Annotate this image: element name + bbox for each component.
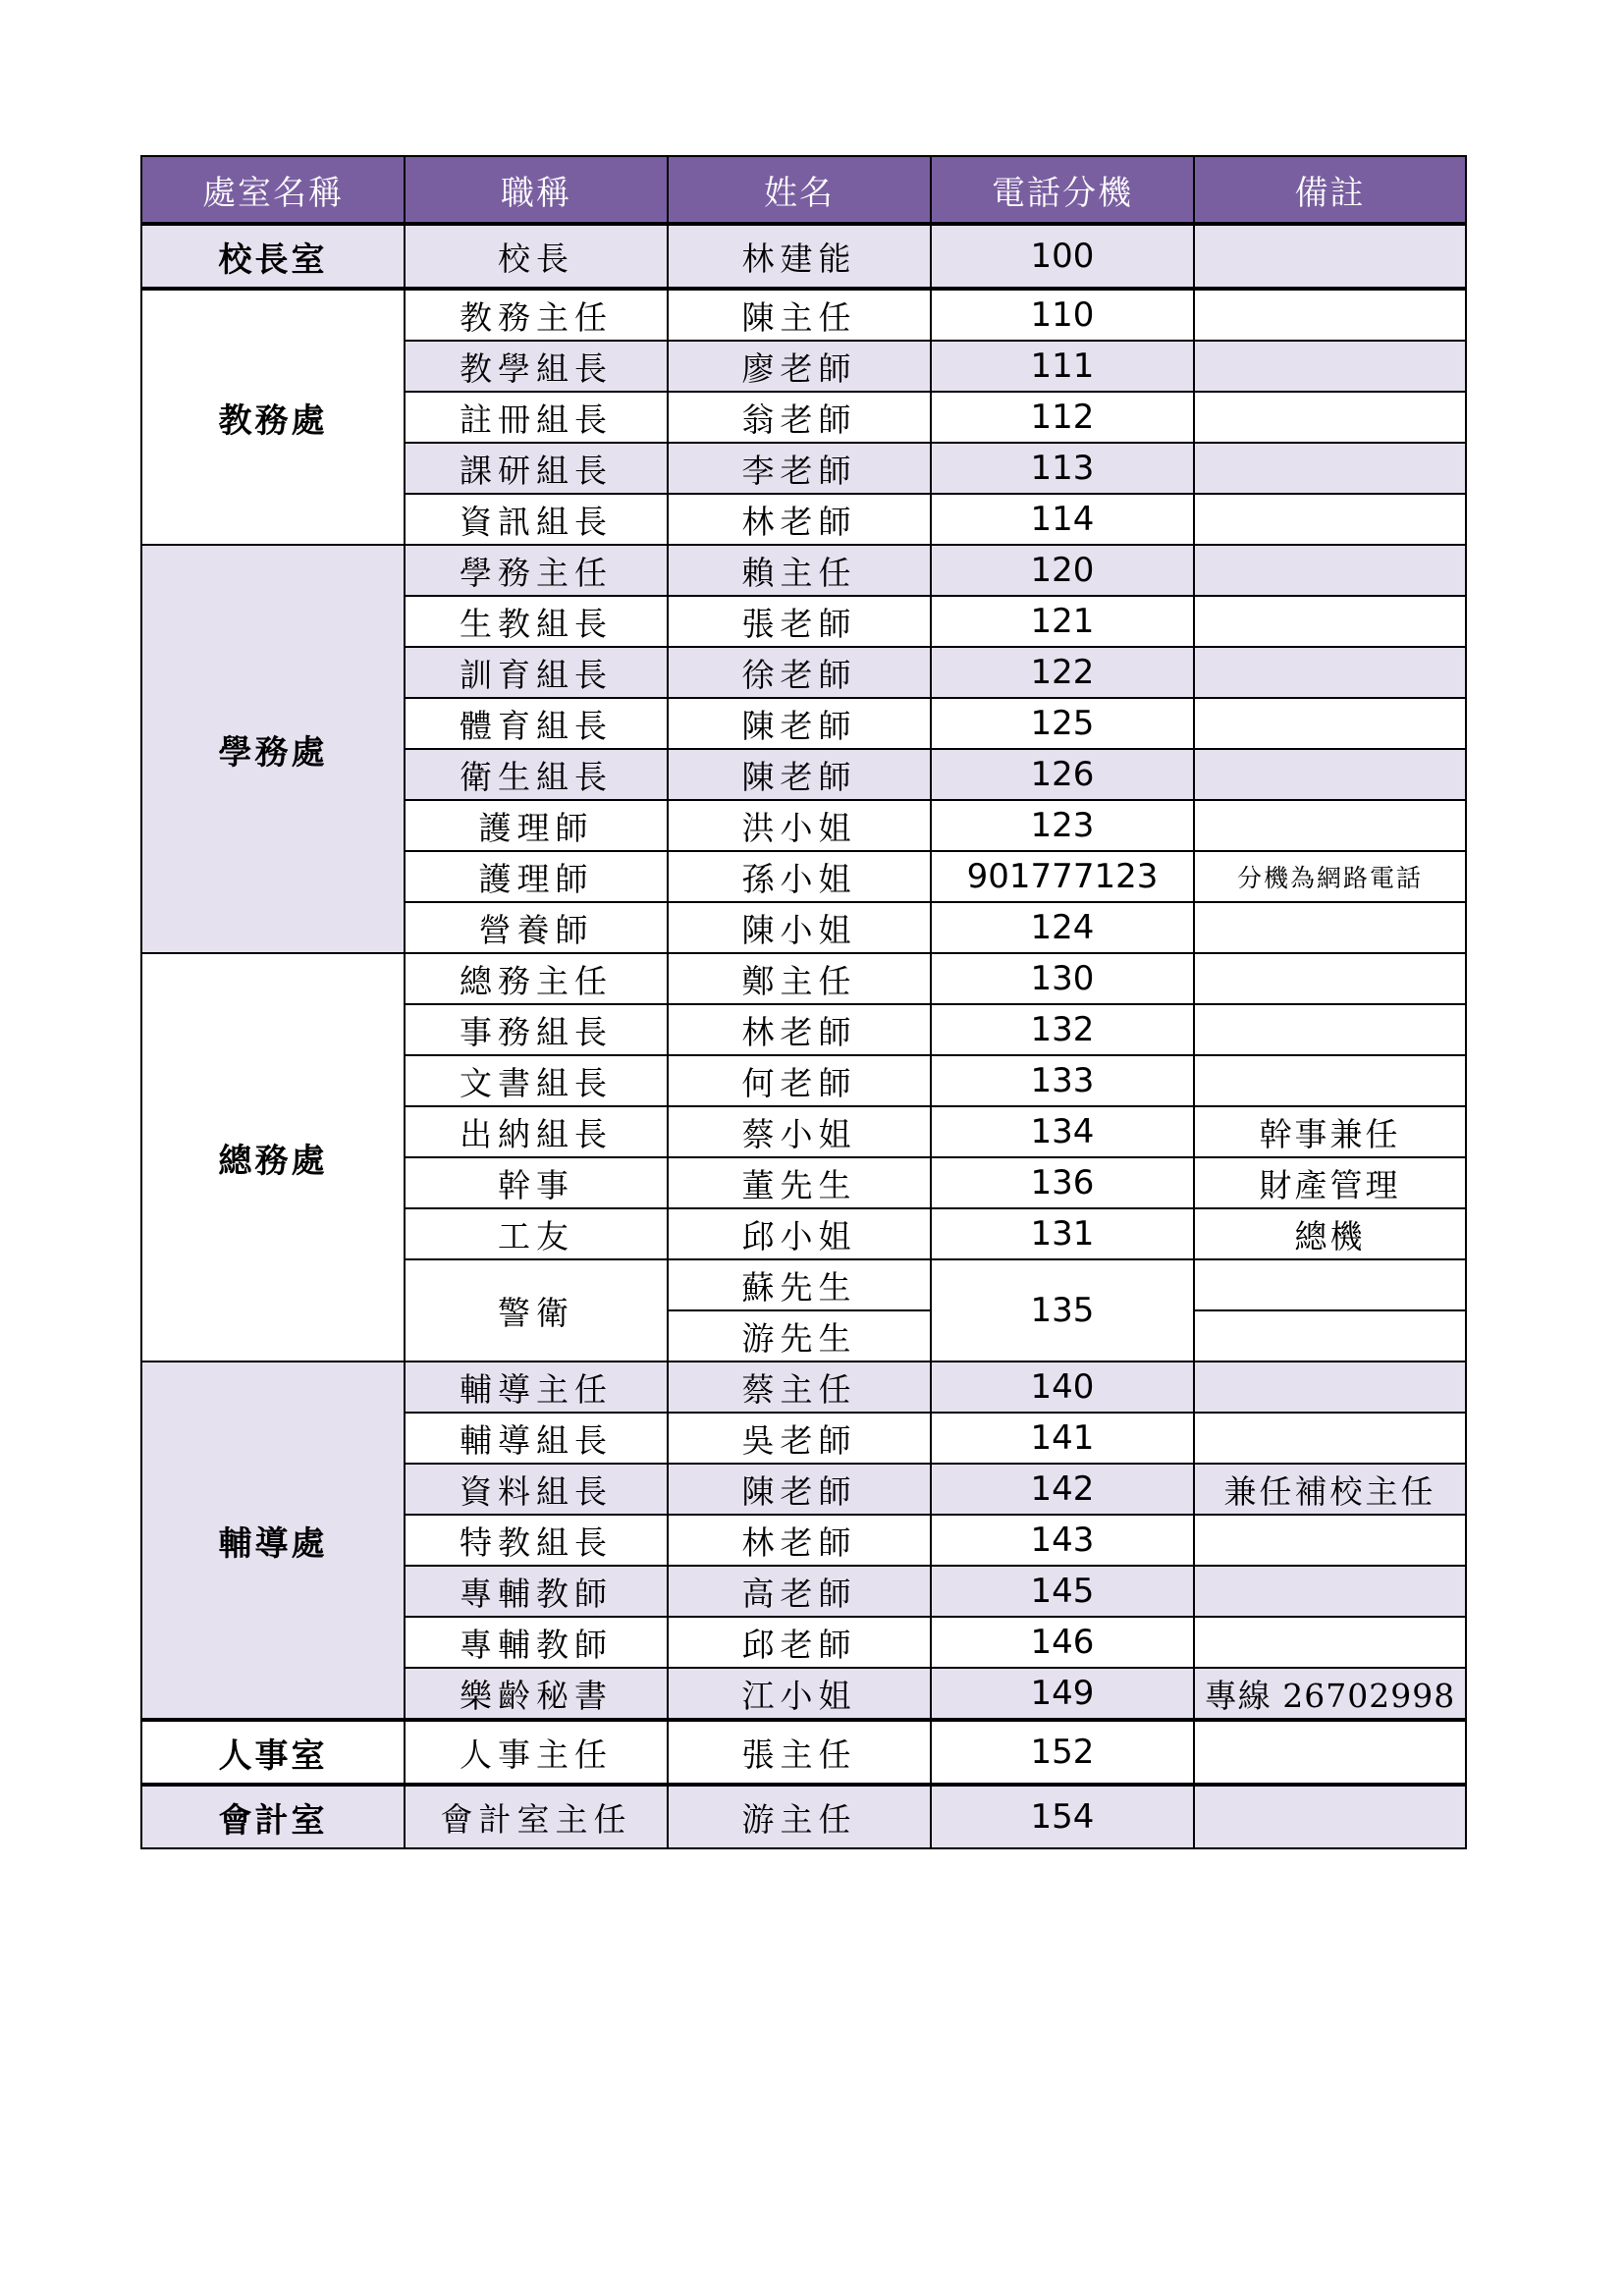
name-cell: 張老師 bbox=[668, 596, 931, 647]
header-name: 姓名 bbox=[668, 156, 931, 224]
name-cell: 賴主任 bbox=[668, 545, 931, 596]
title-cell: 警衛 bbox=[405, 1259, 668, 1362]
title-cell: 人事主任 bbox=[405, 1720, 668, 1785]
title-cell: 護理師 bbox=[405, 851, 668, 902]
department-cell: 人事室 bbox=[141, 1720, 405, 1785]
name-cell: 蘇先生 bbox=[668, 1259, 931, 1310]
name-cell: 林老師 bbox=[668, 494, 931, 545]
extension-cell: 154 bbox=[931, 1785, 1194, 1848]
extension-cell: 131 bbox=[931, 1208, 1194, 1259]
extension-cell: 120 bbox=[931, 545, 1194, 596]
note-cell bbox=[1194, 698, 1466, 749]
extension-cell: 145 bbox=[931, 1566, 1194, 1617]
name-cell: 林老師 bbox=[668, 1515, 931, 1566]
extension-cell: 126 bbox=[931, 749, 1194, 800]
note-cell bbox=[1194, 224, 1466, 289]
note-cell bbox=[1194, 1310, 1466, 1362]
title-cell: 工友 bbox=[405, 1208, 668, 1259]
name-cell: 翁老師 bbox=[668, 392, 931, 443]
note-cell: 專線 26702998 bbox=[1194, 1668, 1466, 1720]
title-cell: 資料組長 bbox=[405, 1464, 668, 1515]
name-cell: 廖老師 bbox=[668, 341, 931, 392]
extension-cell: 135 bbox=[931, 1259, 1194, 1362]
name-cell: 游先生 bbox=[668, 1310, 931, 1362]
name-cell: 陳老師 bbox=[668, 1464, 931, 1515]
extension-cell: 141 bbox=[931, 1413, 1194, 1464]
header-row bbox=[141, 156, 1466, 224]
table-row bbox=[141, 1785, 1466, 1848]
note-cell bbox=[1194, 1004, 1466, 1055]
note-cell: 總機 bbox=[1194, 1208, 1466, 1259]
title-cell: 訓育組長 bbox=[405, 647, 668, 698]
note-cell: 分機為網路電話 bbox=[1194, 851, 1466, 902]
department-cell: 教務處 bbox=[141, 289, 405, 545]
name-cell: 孫小姐 bbox=[668, 851, 931, 902]
extension-cell: 133 bbox=[931, 1055, 1194, 1106]
title-cell: 輔導主任 bbox=[405, 1362, 668, 1413]
title-cell: 文書組長 bbox=[405, 1055, 668, 1106]
title-cell: 教學組長 bbox=[405, 341, 668, 392]
title-cell: 樂齡秘書 bbox=[405, 1668, 668, 1720]
name-cell: 陳小姐 bbox=[668, 902, 931, 953]
table-row bbox=[141, 289, 1466, 341]
title-cell: 護理師 bbox=[405, 800, 668, 851]
name-cell: 何老師 bbox=[668, 1055, 931, 1106]
title-cell: 生教組長 bbox=[405, 596, 668, 647]
name-cell: 洪小姐 bbox=[668, 800, 931, 851]
extension-cell: 143 bbox=[931, 1515, 1194, 1566]
note-cell bbox=[1194, 341, 1466, 392]
note-cell: 財產管理 bbox=[1194, 1157, 1466, 1208]
name-cell: 董先生 bbox=[668, 1157, 931, 1208]
title-cell: 教務主任 bbox=[405, 289, 668, 341]
extension-cell: 132 bbox=[931, 1004, 1194, 1055]
extension-cell: 901777123 bbox=[931, 851, 1194, 902]
extension-cell: 130 bbox=[931, 953, 1194, 1004]
table-row bbox=[141, 1720, 1466, 1785]
title-cell: 體育組長 bbox=[405, 698, 668, 749]
title-cell: 資訊組長 bbox=[405, 494, 668, 545]
extension-cell: 142 bbox=[931, 1464, 1194, 1515]
title-cell: 註冊組長 bbox=[405, 392, 668, 443]
title-cell: 校長 bbox=[405, 224, 668, 289]
note-cell bbox=[1194, 289, 1466, 341]
title-cell: 專輔教師 bbox=[405, 1566, 668, 1617]
title-cell: 營養師 bbox=[405, 902, 668, 953]
name-cell: 邱小姐 bbox=[668, 1208, 931, 1259]
name-cell: 陳老師 bbox=[668, 698, 931, 749]
header-note: 備註 bbox=[1194, 156, 1466, 224]
extension-cell: 110 bbox=[931, 289, 1194, 341]
note-cell bbox=[1194, 1362, 1466, 1413]
extension-cell: 100 bbox=[931, 224, 1194, 289]
header-extension: 電話分機 bbox=[931, 156, 1194, 224]
extension-cell: 111 bbox=[931, 341, 1194, 392]
note-cell bbox=[1194, 1259, 1466, 1310]
extension-cell: 114 bbox=[931, 494, 1194, 545]
extension-cell: 136 bbox=[931, 1157, 1194, 1208]
name-cell: 張主任 bbox=[668, 1720, 931, 1785]
note-cell bbox=[1194, 1785, 1466, 1848]
name-cell: 吳老師 bbox=[668, 1413, 931, 1464]
extension-cell: 123 bbox=[931, 800, 1194, 851]
department-cell: 總務處 bbox=[141, 953, 405, 1362]
note-cell bbox=[1194, 953, 1466, 1004]
title-cell: 專輔教師 bbox=[405, 1617, 668, 1668]
note-cell bbox=[1194, 800, 1466, 851]
department-cell: 輔導處 bbox=[141, 1362, 405, 1720]
note-cell bbox=[1194, 494, 1466, 545]
name-cell: 李老師 bbox=[668, 443, 931, 494]
note-cell bbox=[1194, 749, 1466, 800]
title-cell: 出納組長 bbox=[405, 1106, 668, 1157]
note-cell bbox=[1194, 902, 1466, 953]
name-cell: 陳主任 bbox=[668, 289, 931, 341]
note-cell bbox=[1194, 1413, 1466, 1464]
department-cell: 學務處 bbox=[141, 545, 405, 953]
extension-cell: 134 bbox=[931, 1106, 1194, 1157]
title-cell: 衛生組長 bbox=[405, 749, 668, 800]
name-cell: 江小姐 bbox=[668, 1668, 931, 1720]
note-cell bbox=[1194, 1515, 1466, 1566]
title-cell: 課研組長 bbox=[405, 443, 668, 494]
title-cell: 會計室主任 bbox=[405, 1785, 668, 1848]
department-cell: 校長室 bbox=[141, 224, 405, 289]
note-cell bbox=[1194, 443, 1466, 494]
header-department: 處室名稱 bbox=[141, 156, 405, 224]
note-cell bbox=[1194, 596, 1466, 647]
name-cell: 高老師 bbox=[668, 1566, 931, 1617]
department-cell: 會計室 bbox=[141, 1785, 405, 1848]
extension-cell: 112 bbox=[931, 392, 1194, 443]
name-cell: 徐老師 bbox=[668, 647, 931, 698]
extension-cell: 121 bbox=[931, 596, 1194, 647]
note-cell: 幹事兼任 bbox=[1194, 1106, 1466, 1157]
name-cell: 蔡主任 bbox=[668, 1362, 931, 1413]
note-cell bbox=[1194, 545, 1466, 596]
name-cell: 邱老師 bbox=[668, 1617, 931, 1668]
header-title: 職稱 bbox=[405, 156, 668, 224]
name-cell: 游主任 bbox=[668, 1785, 931, 1848]
extension-cell: 140 bbox=[931, 1362, 1194, 1413]
name-cell: 林老師 bbox=[668, 1004, 931, 1055]
extension-cell: 125 bbox=[931, 698, 1194, 749]
note-cell bbox=[1194, 1055, 1466, 1106]
note-cell: 兼任補校主任 bbox=[1194, 1464, 1466, 1515]
title-cell: 特教組長 bbox=[405, 1515, 668, 1566]
note-cell bbox=[1194, 647, 1466, 698]
extension-cell: 152 bbox=[931, 1720, 1194, 1785]
table-row bbox=[141, 953, 1466, 1004]
note-cell bbox=[1194, 1720, 1466, 1785]
table-row bbox=[141, 1362, 1466, 1413]
extension-cell: 146 bbox=[931, 1617, 1194, 1668]
title-cell: 輔導組長 bbox=[405, 1413, 668, 1464]
extension-cell: 124 bbox=[931, 902, 1194, 953]
name-cell: 陳老師 bbox=[668, 749, 931, 800]
title-cell: 學務主任 bbox=[405, 545, 668, 596]
table-row bbox=[141, 224, 1466, 289]
name-cell: 鄭主任 bbox=[668, 953, 931, 1004]
title-cell: 事務組長 bbox=[405, 1004, 668, 1055]
note-cell bbox=[1194, 1566, 1466, 1617]
extension-cell: 149 bbox=[931, 1668, 1194, 1720]
note-cell bbox=[1194, 392, 1466, 443]
extension-cell: 113 bbox=[931, 443, 1194, 494]
title-cell: 幹事 bbox=[405, 1157, 668, 1208]
title-cell: 總務主任 bbox=[405, 953, 668, 1004]
note-cell bbox=[1194, 1617, 1466, 1668]
table-row bbox=[141, 545, 1466, 596]
name-cell: 林建能 bbox=[668, 224, 931, 289]
name-cell: 蔡小姐 bbox=[668, 1106, 931, 1157]
extension-cell: 122 bbox=[931, 647, 1194, 698]
extension-directory-table bbox=[140, 155, 1467, 1849]
